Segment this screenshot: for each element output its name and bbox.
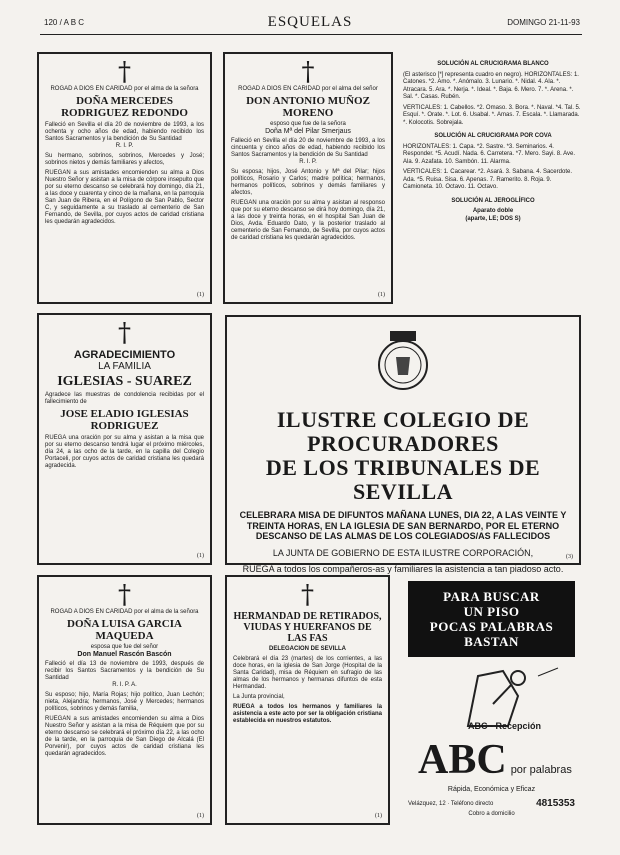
ad-phone: 4815353 — [536, 798, 575, 809]
logo-text: ABC — [418, 737, 507, 783]
section-title: ESQUELAS — [267, 14, 353, 30]
cross-icon: † — [301, 580, 314, 610]
solution-text: (aparte, LE; DOS S) — [465, 215, 521, 222]
rip: R. I. P. A. — [112, 682, 137, 688]
ack-request: RUEGA una oración por su alma y asistan a la misa que por su eterno descanso tendrá lugar el próximo miércoles, día 24, a las ocho de la tarde, en la capilla del Colegio Portaceli, por cuyos actos de caridad cristiana les quedará agradecida. — [45, 435, 204, 469]
solution-heading: SOLUCIÓN AL CRUCIGRAMA BLANCO — [437, 61, 549, 67]
solution-text: Aparato doble — [472, 208, 514, 214]
deceased-name: DON ANTONIO MUÑOZ MORENO — [246, 95, 370, 119]
hermandad-request: RUEGA a todos los hermanos y familiares la asistencia a este acto por ser la obligación cristiana establecida en nuestros estatutos. — [233, 704, 382, 724]
ref-number: (1) — [197, 813, 204, 819]
ad-line: POCAS PALABRAS — [429, 619, 554, 634]
obituary-mercedes — [37, 52, 212, 304]
hermandad-notice — [225, 575, 390, 825]
ref-number: (1) — [375, 813, 382, 819]
procuradores-notice — [225, 315, 581, 574]
obituary-body: Falleció el día 13 de noviembre de 1993, después de recibir los Santos Sacramentos y la bendición de Su Santidad — [45, 661, 204, 681]
acknowledgement-iglesias — [37, 313, 212, 565]
family-name: IGLESIAS - SUAREZ — [57, 374, 192, 389]
obituary-family: Su esposa; hijos, José Antonio y Mª del Pilar; hijos políticos, Rosario y Carlos; madre política; hermanos, hermanos políticos, sobrinos y demás familiares y afectos, — [231, 169, 385, 196]
cross-icon: † — [118, 580, 131, 610]
ad-line: BASTAN — [464, 634, 519, 649]
ack-title: AGRADECIMIENTO — [73, 349, 176, 361]
rip: R. I. P. — [115, 143, 134, 149]
obituary-family: Su hermano, sobrinos, sobrinos, Mercedes y José; sobrinos nietos y demás familiares y afectos, — [45, 153, 204, 166]
cross-icon: † — [301, 57, 315, 87]
obituary-family: Su esposo; hijo, María Rojas; hijo político, Juan Lechón; nieta, Alejandra; hermanos, José y Mercedes; hermanos políticos, sobrinos y demás familia, — [45, 692, 204, 712]
rip: R. I. P. — [299, 159, 317, 165]
ad-address: Velázquez, 12 · Teléfono directo — [408, 800, 494, 807]
obituary-request: RUEGAN a sus amistades encomienden su alma a Dios Nuestro Señor y asistan a la misa de córpore insepulto que por su eterno descanso se celebrará hoy domingo, día 21, a las doce y cuarenta y cinco de la mañana, en la parroquia San Juan de Ribera, en el Polígono de San Pablo, Sector C, y seguidamente a su traslado al cementerio de San Fernando, de Sevilla, por cuyos actos de caridad cristiana les quedarán agradecidos. — [45, 170, 204, 225]
solution-text: VERTICALES: 1. Cabellos. *2. Omaso. 3. Bora. *. Naval. *4. Tal. 5. Esquí. *. Orate. *. Lot. 6. Usabal. *. Amas. 7. Escala. *. Llamarada. *. Kolocotis. Sobrejala. — [403, 104, 581, 126]
ref-number: (3) — [566, 554, 573, 560]
header-rule — [40, 34, 582, 35]
issue-date: DOMINGO 21-11-93 — [507, 18, 580, 27]
spouse-label: esposa que fue del señor — [90, 644, 159, 650]
ad-tagline: Rápida, Económica y Eficaz — [447, 786, 536, 793]
obituary-antonio — [223, 52, 393, 304]
ad-heading: ABC - Recepción — [468, 721, 542, 731]
ad-line: UN PISO — [463, 604, 520, 619]
obituary-intro: ROGAD A DIOS EN CARIDAD por el alma del señor — [238, 86, 378, 92]
hermandad-title: HERMANDAD DE RETIRADOS, VIUDAS Y HUERFANOS DE LAS FAS — [233, 611, 382, 644]
ref-number: (1) — [197, 553, 204, 559]
notice-board: LA JUNTA DE GOBIERNO DE ESTA ILUSTRE CORPORACIÓN, — [272, 547, 534, 558]
spouse-label: esposo que fue de la señora — [270, 121, 346, 127]
spouse-name: Doña Mª del Pilar Smerjaus — [265, 128, 351, 135]
ad-headline — [408, 581, 575, 657]
solution-heading: SOLUCIÓN AL CRUCIGRAMA POR COVA — [434, 133, 552, 139]
abc-logo — [418, 736, 572, 784]
obituary-body: Falleció en Sevilla el día 20 de noviembre de 1993, a los ochenta y ocho años de edad, habiendo recibido los Santos Sacramentos y la bendición de Su Santidad — [45, 122, 204, 142]
puzzle-solutions — [403, 55, 583, 223]
notice-title: ILUSTRE COLEGIO DE PROCURADORES — [276, 407, 530, 456]
notice-body: CELEBRARA MISA DE DIFUNTOS MAÑANA LUNES, DIA 22, A LAS VEINTE Y TREINTA HORAS, EN LA IGLESIA DE SAN BERNARDO, POR EL ETERNO DESCANSO DE LAS ALMAS DE LOS COLEGIADOS/AS FALLECIDOS — [239, 510, 567, 541]
solution-heading: SOLUCIÓN AL JEROGLÍFICO — [451, 197, 535, 204]
ad-contact — [408, 798, 575, 809]
obituary-request: RUEGAN una oración por su alma y asistan al responso que por su eterno descanso se dirá hoy domingo, día 21, a las doce y treinta horas, en el hospital San Juan de Dios, Avda. Eduardo Dato, y la posterior traslado al cementerio de San Fernando, de Sevilla, por cuyos actos de caridad cristiana les quedarán agradecidos. — [231, 200, 385, 241]
spouse-name: Don Manuel Rascón Bascón — [77, 651, 172, 658]
deceased-name: DOÑA LUISA GARCIA MAQUEDA — [67, 618, 182, 642]
family-label: LA FAMILIA — [98, 361, 151, 372]
cross-icon: † — [118, 318, 131, 348]
ad-line: PARA BUSCAR — [443, 589, 540, 604]
obituary-request: RUEGAN a sus amistades encomienden su alma a Dios Nuestro Señor y asistan a la misa de Réquiem que por su eterno descanso se celebrará el próximo día 22, a las ocho de la tarde, en la parroquia de San Diego de Alcalá (El Porvenir), por cuyos actos de caridad cristiana les quedarán agradecidos. — [45, 716, 204, 757]
hermandad-board: La Junta provincial, — [233, 694, 285, 700]
obituary-body: Falleció en Sevilla el día 20 de noviembre de 1993, a los cincuenta y cinco años de edad, habiendo recibido los Santos Sacramentos y la bendición de Su Santidad — [231, 138, 385, 158]
notice-request: RUEGA a todos los compañeros-as y familiares la asistencia a tan piadoso acto. — [242, 564, 564, 574]
obituary-intro: ROGAD A DIOS EN CARIDAD por el alma de la señora — [50, 609, 199, 615]
ack-body: Agradece las muestras de condolencia recibidas por el fallecimiento de — [45, 392, 204, 405]
deceased-name: JOSE ELADIO IGLESIAS RODRIGUEZ — [60, 408, 189, 432]
cross-icon: † — [118, 57, 131, 87]
solution-text: VERTICALES: 1. Cacarear. *2. Asará. 3. Sabana. 4. Sacerdote. Ada. *5. Ruisa. Sisa. 6. Apenas. 7. Ramerito. 8. Roja. 9. Camioneta. 10. Octavo. 11. Octavo. — [403, 169, 572, 190]
ref-number: (1) — [378, 292, 385, 298]
logo-sub: por palabras — [510, 764, 572, 776]
solution-text: HORIZONTALES: 1. Capa. *2. Sastre. *3. Seminarios. 4. Responder. *5. Acudí. Nada. 6. Carretera. *7. Mero. Sayi. 8. Ave. Ala. 9. Azafata. 10. Sambón. 11. Alarma. — [403, 143, 575, 165]
crest-icon — [368, 327, 438, 397]
hermandad-subtitle: DELEGACION DE SEVILLA — [268, 646, 346, 652]
deceased-name: DOÑA MERCEDES RODRIGUEZ REDONDO — [61, 95, 188, 119]
classifieds-ad — [408, 581, 575, 821]
notice-title: DE LOS TRIBUNALES DE SEVILLA — [265, 455, 541, 504]
obituary-luisa — [37, 575, 212, 825]
obituary-intro: ROGAD A DIOS EN CARIDAD por el alma de la señora — [50, 86, 199, 92]
ad-bottom: Cobro a domicilio — [468, 811, 515, 817]
page-number: 120 / A B C — [44, 18, 85, 27]
solution-text: (El asterisco [*] representa cuadro en negro). HORIZONTALES: 1. Catones. *2. Amo. *. Anómalo. 3. Lunario. *. Nidal. 4. Ala. *. Atracara. 5. Ara. *. Nerja. *. Ideal. *. Baja. 6. Mero. 7. *. Arena. *. Sal. *. Casas. Rubén. — [403, 71, 579, 100]
ref-number: (1) — [197, 292, 204, 298]
hermandad-body: Celebrará el día 23 (martes) de los corrientes, a las doce horas, en la iglesia de San Jorge (Hospital de la Santa Caridad), misa de Réquiem en sufragio de las almas de los hermanos y hermanas difuntos de esta Hermandad. — [233, 656, 382, 690]
